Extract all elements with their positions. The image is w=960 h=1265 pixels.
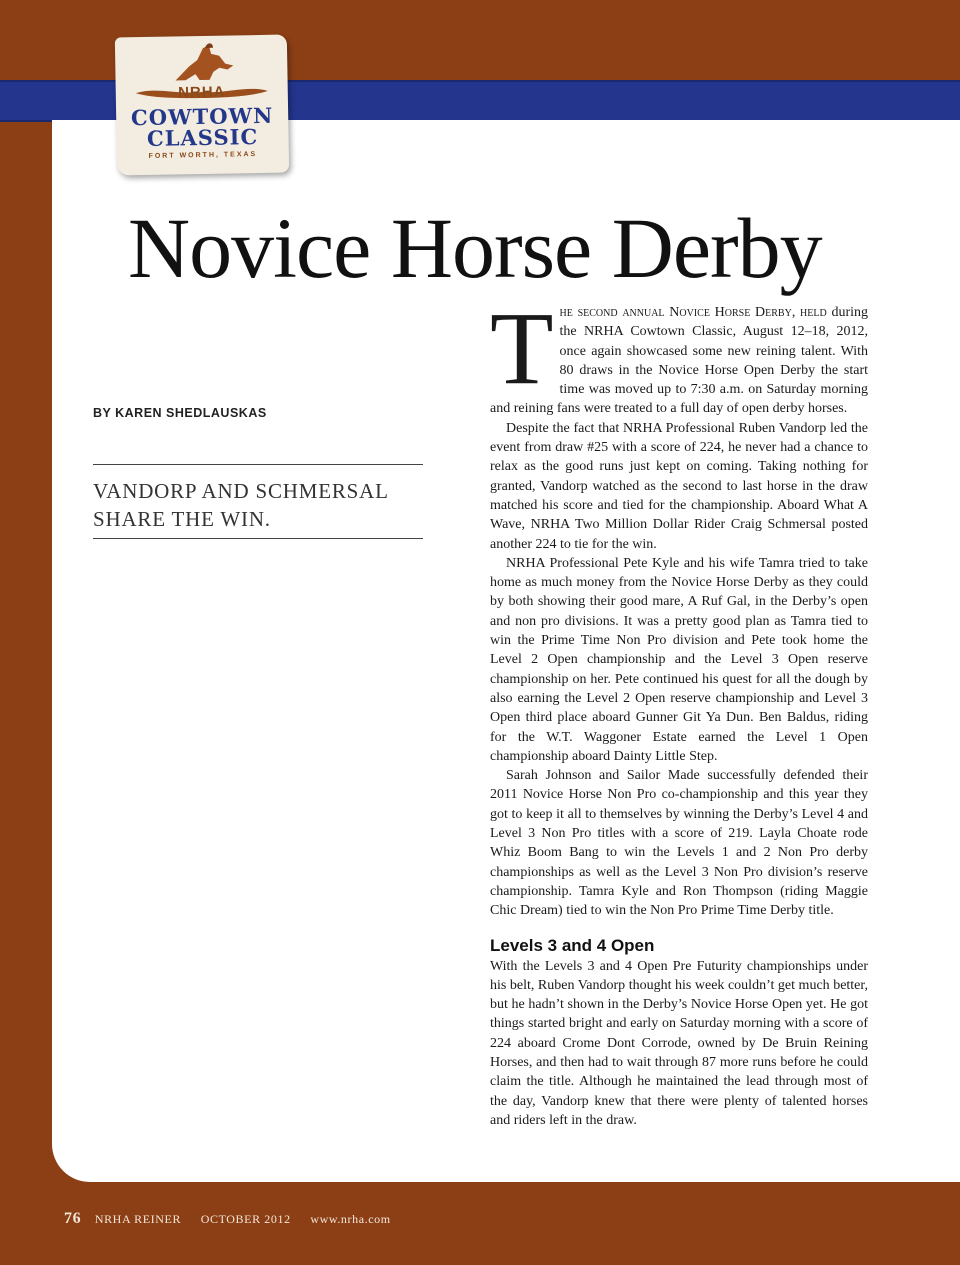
logo-classic-text: CLASSIC	[146, 124, 259, 151]
article-paragraph-3: NRHA Professional Pete Kyle and his wife Tamra tried to take home as much money from the Novice Horse Derby as they could by both showing their good mare, A Ruf Gal, in the Derby’s open and non pro divisions. It was a pretty good plan as Tamra tied to win the Prime Time Non Pro division and Pete took home the Level 2 Open championship and the Level 3 Open reserve championship on her. Pete continued his quest for all the dough by also earning the Level 2 Open reserve championship and Level 3 Open third place aboard Gunner Git Ya Dun. Ben Baldus, riding for the W.T. Waggoner Estate earned the Level 1 Open championship aboard Dainty Little Step.	[490, 555, 868, 764]
logo-nrha-text: NRHA	[177, 83, 226, 102]
magazine-name: NRHA REINER	[94, 1212, 182, 1226]
article-body	[490, 291, 869, 1130]
article-paragraph-4: Sarah Johnson and Sailor Made successfully defended their 2011 Novice Horse Non Pro co-championship and this year they got to keep it all to themselves by winning the Derby’s Level 4 and Level 3 Non Pro titles with a score of 219. Layla Choate rode Whiz Boom Bang to win the Levels 1 and 2 Non Pro derby championships as well as the Level 3 Non Pro division’s reserve championship. Tamra Kyle and Ron Thompson (riding Maggie Chic Dream) tied to win the Non Pro Prime Time Derby title.	[490, 768, 868, 919]
article-paragraph	[490, 291, 869, 419]
cowtown-classic-logo	[115, 35, 289, 176]
section-subhead: Levels 3 and 4 Open	[490, 935, 655, 955]
footer-info	[64, 1210, 391, 1228]
logo-location-text: FORT WORTH, TEXAS	[148, 151, 258, 160]
paragraph-1-text: during the NRHA Cowtown Classic, August 12–18, 2012, once again showcased some new reining talent. With 80 draws in the Novice Horse Open Derby the start time was moved up to 7:30 a.m. on Saturday morning and reining fans were treated to a full day of open derby horses.	[490, 305, 869, 417]
deck-top-rule	[93, 464, 423, 465]
website-link[interactable]: www.nrha.com	[310, 1212, 391, 1226]
byline: BY KAREN SHEDLAUSKAS	[93, 406, 267, 420]
article-title: Novice Horse Derby	[128, 200, 822, 296]
lead-smallcaps: he second annual Novice Horse Derby, held	[559, 305, 827, 320]
article-paragraph-2: Despite the fact that NRHA Professional Ruben Vandorp led the event from draw #25 with a score of 224, he never had a chance to relax as the good runs just kept on coming. Taking nothing for granted, Vandorp watched as the second to last horse in the draw matched his score and tied for the championship. Aboard What A Wave, NRHA Two Million Dollar Rider Craig Schmersal posted another 224 to tie for the win.	[490, 420, 868, 552]
deck-subtitle: VANDORP AND SCHMERSAL SHARE THE WIN.	[93, 479, 388, 531]
issue-date: OCTOBER 2012	[200, 1212, 291, 1226]
page-number: 76	[64, 1210, 82, 1227]
drop-cap: T	[490, 291, 554, 406]
logo-cowtown-text: COWTOWN	[130, 102, 274, 131]
article-paragraph-5: With the Levels 3 and 4 Open Pre Futurity championships under his belt, Ruben Vandorp thought his week couldn’t get much better, but he hadn’t shown in the Derby’s Novice Horse Open yet. He got things started bright and early on Saturday morning with a score of 224 aboard Crome Dont Corrode, owned by De Bruin Reining Horses, and then had to wait through 87 more runs before he could claim the title. Although he maintained the lead through most of the day, Vandorp knew that there were plenty of talented horses and riders left in the draw.	[490, 958, 868, 1128]
deck-bottom-rule	[93, 538, 423, 539]
